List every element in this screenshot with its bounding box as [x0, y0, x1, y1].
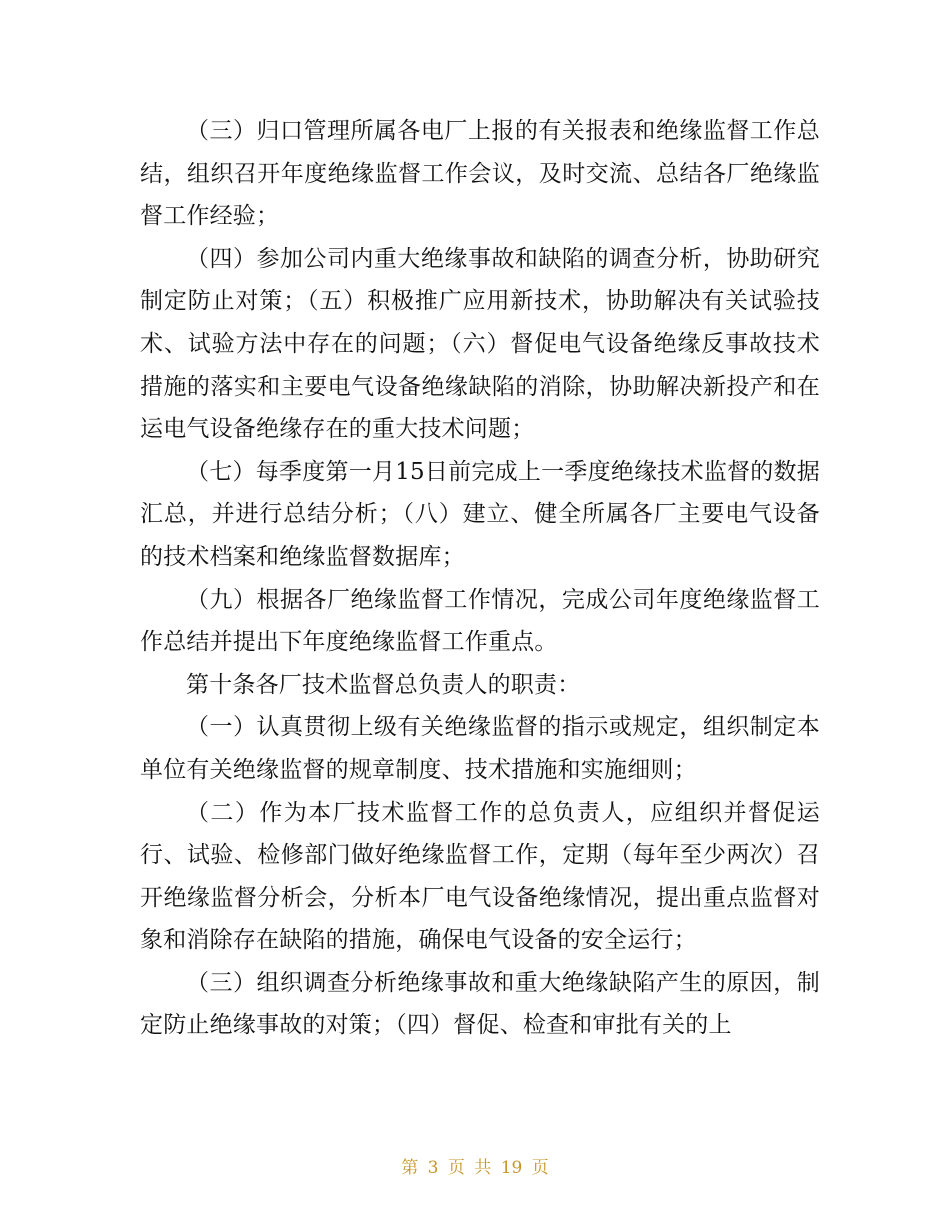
page-number-footer: 第 3 页 共 19 页 [401, 1158, 549, 1178]
paragraph-7: （三）组织调查分析绝缘事故和重大绝缘缺陷产生的原因，制定防止绝缘事故的对策；（四）督促、检查和审批有关的上 [140, 969, 820, 1039]
article-heading: 第十条各厂技术监督总负责人的职责： [186, 671, 581, 698]
paragraph-4: （九）根据各厂绝缘监督工作情况，完成公司年度绝缘监督工作总结并提出下年度绝缘监督工作重点。 [140, 586, 820, 656]
paragraph-3: （七）每季度第一月15日前完成上一季度绝缘技术监督的数据汇总，并进行总结分析；（八）建立、健全所属各厂主要电气设备的技术档案和绝缘监督数据库； [140, 458, 820, 570]
document-body [140, 110, 820, 1047]
paragraph-2: （四）参加公司内重大绝缘事故和缺陷的调查分析，协助研究制定防止对策；（五）积极推广应用新技术，协助解决有关试验技术、试验方法中存在的问题；（六）督促电气设备绝缘反事故技术措施的落实和主要电气设备绝缘缺陷的消除，协助解决新投产和在运电气设备绝缘存在的重大技术问题； [140, 245, 820, 443]
paragraph-1: （三）归口管理所属各电厂上报的有关报表和绝缘监督工作总结，组织召开年度绝缘监督工作会议，及时交流、总结各厂绝缘监督工作经验； [140, 118, 820, 230]
paragraph-6: （二）作为本厂技术监督工作的总负责人，应组织并督促运行、试验、检修部门做好绝缘监督工作，定期（每年至少两次）召开绝缘监督分析会，分析本厂电气设备绝缘情况，提出重点监督对象和消除存在缺陷的措施，确保电气设备的安全运行； [140, 799, 820, 954]
paragraph-5: （一）认真贯彻上级有关绝缘监督的指示或规定，组织制定本单位有关绝缘监督的规章制度、技术措施和实施细则； [140, 714, 820, 783]
